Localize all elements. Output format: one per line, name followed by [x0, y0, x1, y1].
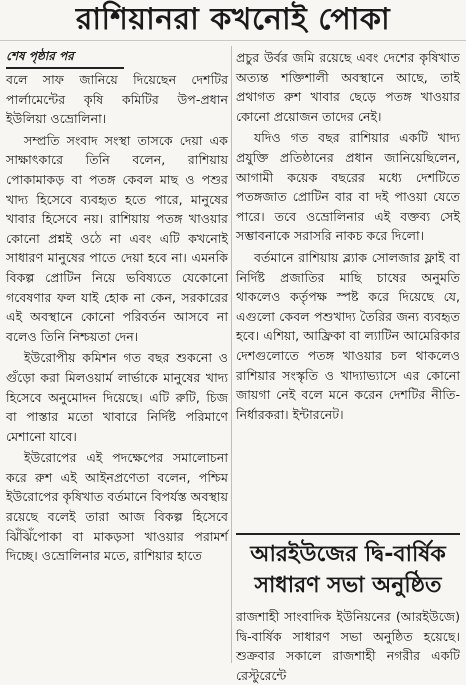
- left-column: [6, 48, 228, 568]
- paragraph: বলে সাফ জানিয়ে দিয়েছেন দেশটির পার্লামেন্টের কৃষি কমিটির উপ-প্রধান ইউলিয়া ওভ্রোলিনা।: [6, 72, 228, 127]
- second-article-headline: আরইউজের দ্বি-বার্ষিক সাধারণ সভা অনুষ্ঠিত: [250, 542, 446, 598]
- second-article-body: রাজশাহী সাংবাদিক ইউনিয়নের (আরইউজে) দ্বি-বার্ষিক সাধারণ সভা অনুষ্ঠিত হয়েছে। শুক্রবার সকালে রাজশাহী নগরীর একটি রেস্টুরেন্টে: [236, 609, 460, 683]
- paragraph: বর্তমানে রাশিয়ায় ব্ল্যাক সোলজার ফ্লাই বা নির্দিষ্ট প্রজাতির মাছি চাষের অনুমতি থাকলেও কর্তৃপক্ষ স্পষ্ট করে দিয়েছে যে, এগুলো কেবল পশুখাদ্য তৈরির জন্য ব্যবহৃত হবে। এশিয়া, আফ্রিকা বা ল্যাটিন আমেরিকার দেশগুলোতে পতঙ্গ খাওয়ার চল থাকলেও রাশিয়ার সংস্কৃতি ও খাদ্যাভ্যাসে এর কোনো জায়গা নেই বলে মনে করেন দেশটির নীতি-নির্ধারকরা। ইন্টারনেট।: [236, 249, 460, 422]
- right-column: [236, 48, 460, 426]
- paragraph: ইউরোপের এই পদক্ষেপের সমালোচনা করে রুশ এই আইনপ্রণেতা বলেন, পশ্চিম ইউরোপের কৃষিখাত বর্তমানে বিপর্যস্ত অবস্থায় রয়েছে বলেই তারা আজ বিকল্প হিসেবে ঝিঁঝিঁপোকা বা মাকড়সা খাওয়ার পরামর্শ দিচ্ছে। ওভ্রোলিনার মতে, রাশিয়ার হাতে: [6, 450, 228, 564]
- continuation-label: শেষ পৃষ্ঠার পর: [6, 48, 124, 69]
- second-article: [236, 533, 460, 685]
- paragraph: সম্প্রতি সংবাদ সংস্থা তাসকে দেয়া এক সাক্ষাৎকারে তিনি বলেন, রাশিয়ায় পোকামাকড় বা পতঙ্গ কেবল মাছ ও পশুর খাদ্য হিসেবে ব্যবহৃত হতে পারে, মানুষের খাবার হিসেবে নয়। রাশিয়ায় পতঙ্গ খাওয়ার কোনো প্রশ্নই ওঠে না এবং এটি কখনোই সাধারণ মানুষের পাতে দেয়া হবে না। এমনকি বিকল্প প্রোটিন নিয়ে ভবিষ্যতে যেকোনো গবেষণার ফল যাই হোক না কেন, সরকারের এই অবস্থানে কোনো পরিবর্তন আসবে না বলেও তিনি নিশ্চয়তা দেন।: [6, 132, 228, 344]
- article-headline: রাশিয়ানরা কখনোই পোকা: [0, 0, 466, 41]
- section-rule: [236, 533, 460, 535]
- paragraph: প্রচুর উর্বর জমি রয়েছে এবং দেশের কৃষিখাত অত্যন্ত শক্তিশালী অবস্থানে আছে, তাই প্রথাগত রুশ খাবার ছেড়ে পতঙ্গ খাওয়ার কোনো প্রয়োজন তাদের নেই।: [236, 50, 460, 124]
- paragraph: যদিও গত বছর রাশিয়ার একটি খাদ্য প্রযুক্তি প্রতিষ্ঠানের প্রধান জানিয়েছিলেন, আগামী কয়েক বছরের মধ্যে দেশটিতে পতঙ্গজাত প্রোটিন বার বা দই পাওয়া যেতে পারে। তবে ওভ্রোলিনার এই বক্তব্য সেই সম্ভাবনাকে সরাসরি নাকচ করে দিলো।: [236, 130, 460, 244]
- paragraph: ইউরোপীয় কমিশন গত বছর শুকনো ও গুঁড়ো করা মিলওয়ার্ম লার্ভাকে মানুষের খাদ্য হিসেবে অনুমোদন দিয়েছে। এটি রুটি, চিজ বা পাস্তার মতো খাবারে নির্দিষ্ট পরিমাণে মেশানো যাবে।: [6, 350, 228, 444]
- column-divider: [231, 46, 232, 663]
